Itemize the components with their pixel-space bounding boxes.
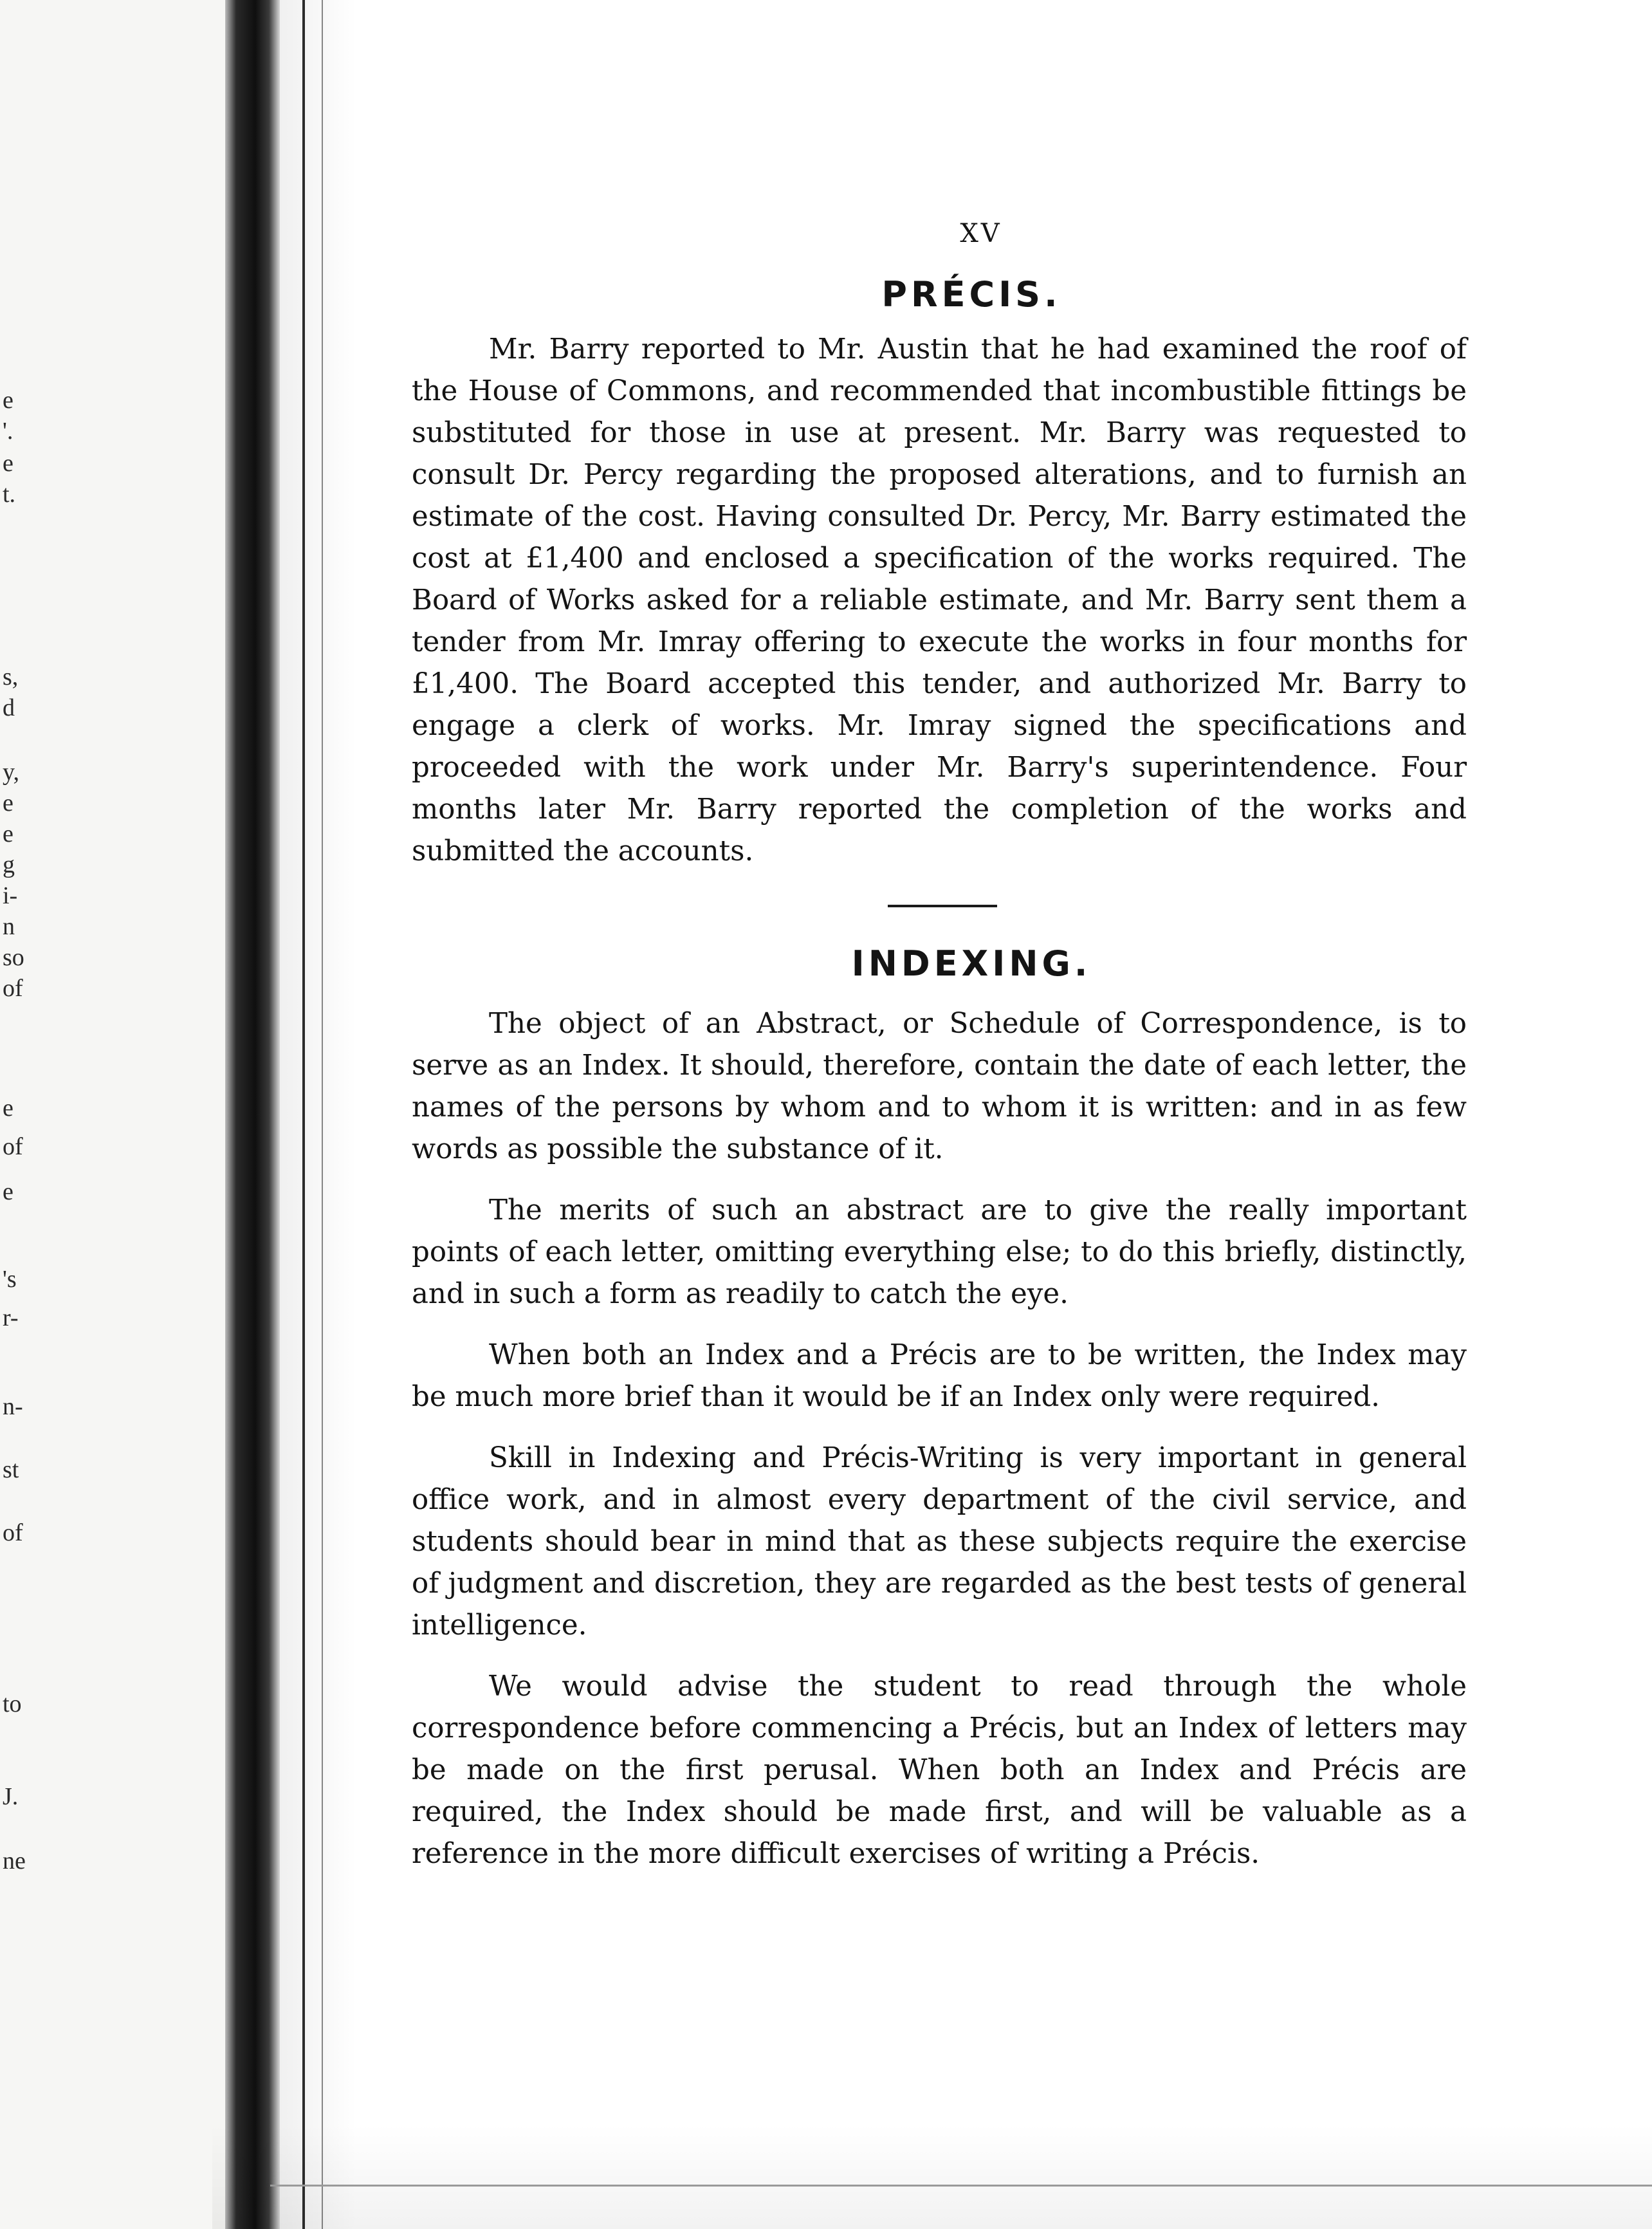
indexing-paragraph: The object of an Abstract, or Schedule of Correspondence, is to serve as an Index. It should, therefore, contain the date of each letter, the names of the persons by whom and to whom it is written: and in as few words as possible the substance of it. (412, 1008, 1467, 1165)
facing-page-fragment: e (3, 790, 14, 817)
facing-page-fragment: s, (3, 663, 19, 690)
precis-paragraph: Mr. Barry reported to Mr. Austin that he had examined the roof of the House of Commons, and recommended that incombustible fittings be substituted for those in use at present. Mr. Barry was requested to consult Dr. Percy regarding the proposed alterations, and to furnish an estimate of the cost. Having consulted Dr. Percy, Mr. Barry estimated the cost at £1,400 and enclosed a specification of the works required. The Board of Works asked for a reliable estimate, and Mr. Barry sent them a tender from Mr. Imray offering to execute the works in four months for £1,400. The Board accepted this tender, and authorized Mr. Barry to engage a clerk of works. Mr. Imray signed the specifications and proceeded with the work under Mr. Barry's superintendence. Four months later Mr. Barry reported the completion of the works and submitted the accounts. (412, 333, 1467, 867)
section-divider (888, 905, 997, 907)
facing-page-fragment: so (3, 944, 24, 971)
facing-page-fragment: to (3, 1690, 22, 1717)
facing-page-fragment: of (3, 1133, 23, 1160)
book-page (412, 219, 1467, 1894)
facing-page-fragment: g (3, 851, 15, 878)
facing-page-fragment: e (3, 1178, 14, 1205)
page-number: XV (960, 219, 1002, 248)
facing-page-fragment: e (3, 387, 14, 414)
facing-page-fragment: d (3, 694, 15, 721)
facing-page-fragment: r- (3, 1304, 19, 1331)
facing-page-fragment: '. (3, 418, 14, 445)
indexing-paragraph: The merits of such an abstract are to give the really important points of each letter, omitting everything else; to do this briefly, distinctly, and in such a form as readily to catch the eye. (412, 1194, 1467, 1310)
indexing-section (412, 943, 1467, 1875)
precis-heading: PRÉCIS. (881, 274, 1061, 315)
page-bottom-edge (212, 2123, 1652, 2229)
indexing-paragraph: Skill in Indexing and Précis-Writing is very important in general office work, and in almost every department of the civil service, and students should bear in mind that as these subjects require the exercise of judgment and discretion, they are regarded as the best tests of general intelligence. (412, 1442, 1467, 1642)
facing-page-fragment: i- (3, 882, 18, 909)
facing-page-fragment: e (3, 1095, 14, 1122)
facing-page-fragment: J. (3, 1783, 19, 1810)
page-shadow (280, 0, 357, 2229)
facing-page-fragment: n- (3, 1393, 23, 1420)
indexing-heading: INDEXING. (851, 943, 1092, 984)
facing-page-fragment: of (3, 1519, 23, 1546)
facing-page-fragment: st (3, 1456, 19, 1483)
facing-page-fragment: e (3, 450, 14, 477)
facing-page-fragment: e (3, 820, 14, 847)
facing-page-fragment: y, (3, 759, 20, 786)
facing-page-fragment: ne (3, 1847, 26, 1874)
book-binding (225, 0, 280, 2229)
facing-page-fragment: of (3, 975, 23, 1002)
facing-page-fragment: 's (3, 1266, 17, 1293)
indexing-paragraph: We would advise the student to read through the whole correspondence before commencing a Précis, but an Index of letters may be made on the first perusal. When both an Index and Précis are required, the Index should be made first, and will be valuable as a reference in the more difficult exercises of writing a Précis. (412, 1670, 1467, 1870)
facing-page-fragment: t. (3, 481, 16, 508)
indexing-paragraph: When both an Index and a Précis are to be written, the Index may be much more brief than it would be if an Index only were required. (412, 1339, 1467, 1413)
facing-page-fragment: n (3, 913, 15, 940)
page-bottom-rule (270, 2185, 1652, 2187)
facing-page-edge (0, 0, 225, 2229)
precis-section (412, 274, 1467, 873)
